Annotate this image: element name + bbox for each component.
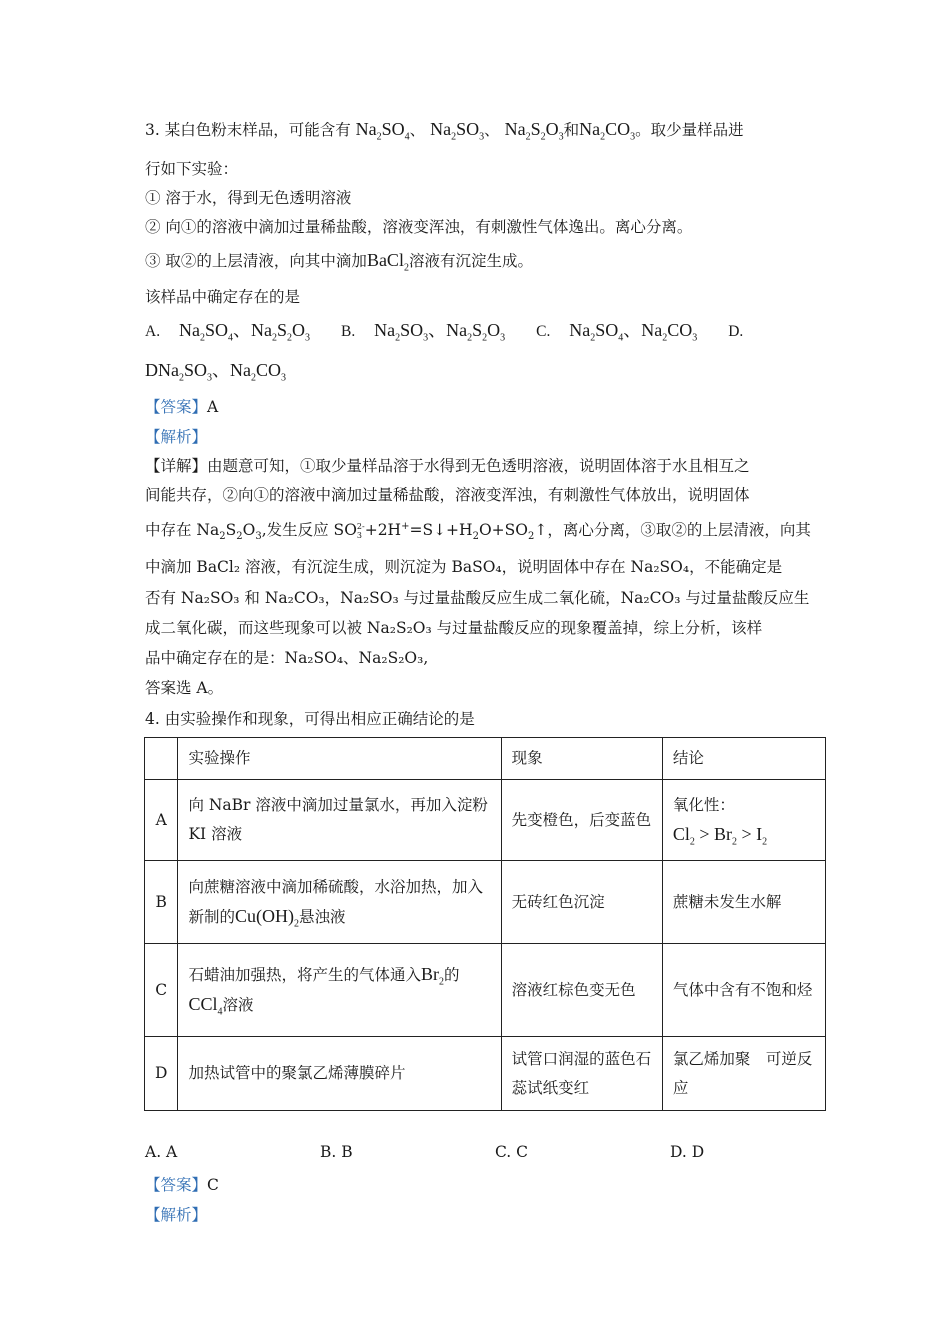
option-c: C. C: [495, 1143, 529, 1161]
option-d: D. D: [670, 1143, 705, 1161]
row-operation: 加热试管中的聚氯乙烯薄膜碎片: [178, 1037, 501, 1111]
q3-detail-line6: 成二氧化碳，而这些现象可以被 Na₂S₂O₃ 与过量盐酸反应的现象覆盖掉，综上分析，该样: [145, 619, 763, 637]
row-label: A: [145, 780, 178, 861]
q3-detail-line2: 间能共存，②向①的溶液中滴加过量稀盐酸，溶液变浑浊，有刺激性气体放出，说明固体: [145, 486, 750, 504]
q3-option-d: $DNa_2SO_3$、$Na_2CO_3$: [145, 360, 287, 384]
table-cell: [145, 738, 178, 780]
row-label: B: [145, 861, 178, 944]
row-phenomenon: 无砖红色沉淀: [501, 861, 662, 944]
q3-stem-line1: 3. 某白色粉末样品，可能含有 $Na_2SO_4$、 $Na_2SO_3$、 $Na_2S_2O_3$和$Na_2CO_3$。取少量样品进: [145, 119, 744, 143]
row-phenomenon: 先变橙色，后变蓝色: [501, 780, 662, 861]
table-header: 结论: [662, 738, 825, 780]
row-conclusion: 蔗糖未发生水解: [662, 861, 825, 944]
q3-options-row: A. $Na_2SO_4$、$Na_2S_2O_3$ B. $Na_2SO_3$、$Na_2S_2O_3$ C. $Na_2SO_4$、$Na_2CO_3$ D.: [145, 320, 744, 344]
table-row: [145, 861, 826, 944]
q3-detail-line7: 品中确定存在的是：Na₂SO₄、Na₂S₂O₃,: [145, 649, 429, 667]
q3-step1: ① 溶于水，得到无色透明溶液: [145, 189, 352, 207]
q3-step3: ③ 取②的上层清液，向其中滴加BaCl$_2$溶液有沉淀生成。: [145, 250, 533, 274]
row-phenomenon: 溶液红棕色变无色: [501, 944, 662, 1037]
table-header-row: [145, 738, 826, 780]
q4-stem: 4. 由实验操作和现象，可得出相应正确结论的是: [145, 710, 475, 728]
q3-step2: ② 向①的溶液中滴加过量稀盐酸，溶液变浑浊，有刺激性气体逸出。离心分离。: [145, 218, 693, 236]
q4-options: [145, 1143, 845, 1161]
q3-detail-line1: 【详解】由题意可知，①取少量样品溶于水得到无色透明溶液，说明固体溶于水且相互之: [145, 457, 750, 475]
q4-analysis-tag: 【解析】: [145, 1206, 208, 1224]
q3-stem-line2: 行如下实验：: [145, 160, 239, 178]
q4-answer: 【答案】C: [145, 1176, 219, 1194]
q3-analysis-tag: 【解析】: [145, 428, 208, 446]
table-row: [145, 944, 826, 1037]
row-label: D: [145, 1037, 178, 1111]
option-b: B. B: [320, 1143, 353, 1161]
table-row: [145, 780, 826, 861]
row-operation: 向蔗糖溶液中滴加稀硫酸，水浴加热，加入新制的$Cu(OH)_2$悬浊液: [178, 861, 501, 944]
q3-detail-line4: 中滴加 BaCl₂ 溶液，有沉淀生成，则沉淀为 BaSO₄，说明固体中存在 Na₂SO₄，不能确定是: [145, 558, 783, 576]
option-a: A. A: [145, 1143, 178, 1161]
row-label: C: [145, 944, 178, 1037]
row-conclusion: 氧化性： $Cl_2 > Br_2 > I_2$: [662, 780, 825, 861]
q3-answer: 【答案】A: [145, 398, 219, 416]
row-operation: 石蜡油加强热，将产生的气体通入$Br_2$的 CCl$_4$溶液: [178, 944, 501, 1037]
q3-question: 该样品中确定存在的是: [145, 288, 301, 306]
q3-detail-line8: 答案选 A。: [145, 679, 224, 697]
q4-table: [144, 737, 826, 1111]
row-conclusion: 氯乙烯加聚 可逆反应: [662, 1037, 825, 1111]
table-header: 实验操作: [178, 738, 501, 780]
row-phenomenon: 试管口润湿的蓝色石蕊试纸变红: [501, 1037, 662, 1111]
row-conclusion: 气体中含有不饱和烃: [662, 944, 825, 1037]
q3-detail-line3: 中存在 $Na_2S_2O_3$,发生反应 SO 2- 3 $+2H^+=S↓+H_2O+SO_2↑$，离心分离，③取②的上层清液，向其: [145, 520, 811, 543]
q3-detail-line5: 否有 Na₂SO₃ 和 Na₂CO₃，Na₂SO₃ 与过量盐酸反应生成二氧化硫，Na₂CO₃ 与过量盐酸反应生: [145, 589, 810, 607]
table-header: 现象: [501, 738, 662, 780]
table-row: [145, 1037, 826, 1111]
row-operation: 向 NaBr 溶液中滴加过量氯水，再加入淀粉 KI 溶液: [178, 780, 501, 861]
